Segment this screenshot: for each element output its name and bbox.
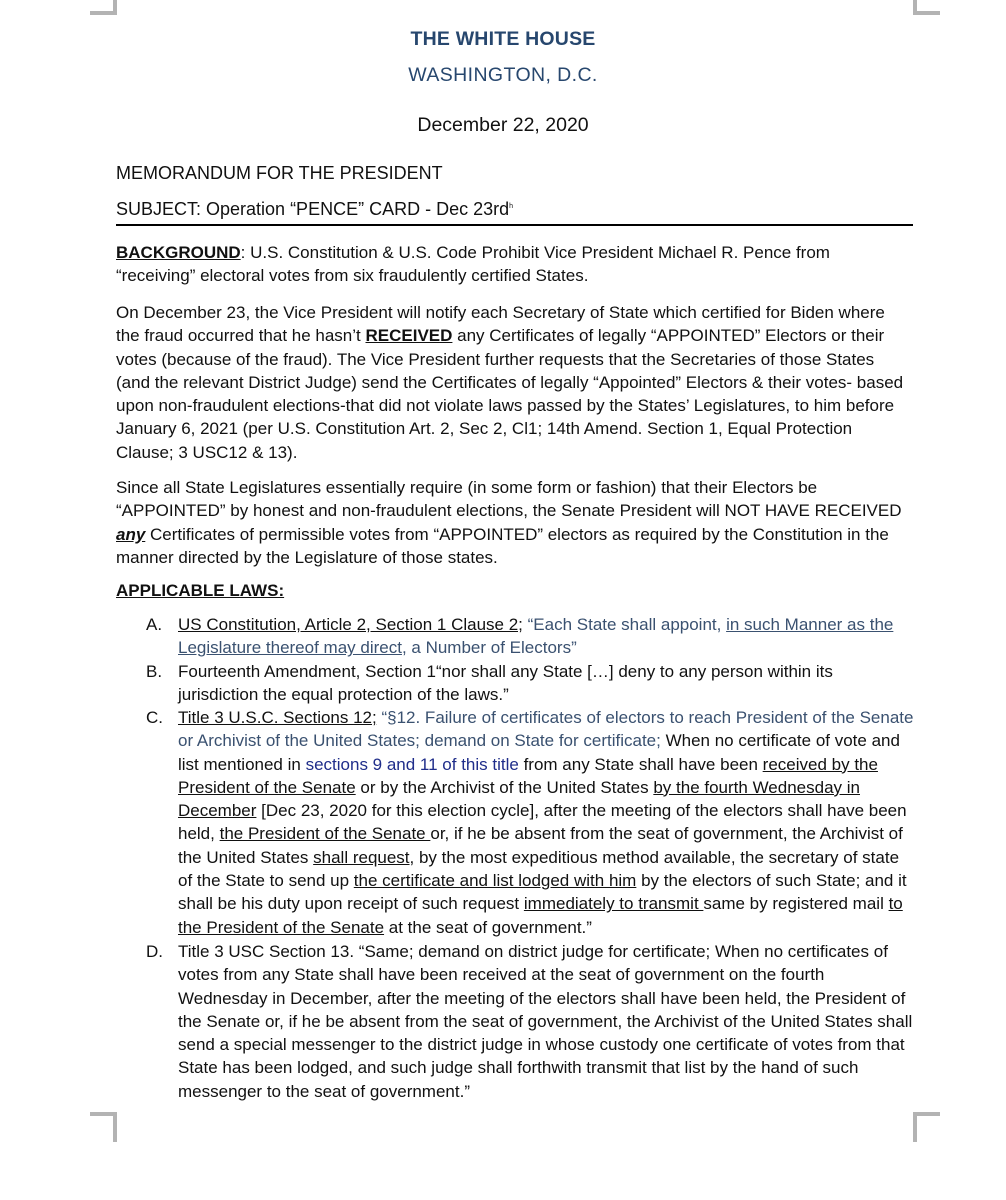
law-text: When no certificate of vote and list mentioned in bbox=[178, 731, 900, 774]
crop-mark-bottom-left bbox=[90, 1112, 117, 1142]
background-text: : U.S. Constitution & U.S. Code Prohibit Vice President Michael R. Pence from “receiving” electoral votes from six fraudulently certified States. bbox=[116, 243, 830, 286]
law-quote-end: , a Number of Electors” bbox=[401, 638, 577, 658]
law-underlined: to the President of the Senate bbox=[178, 894, 903, 937]
law-underlined: the certificate and list lodged with him bbox=[353, 871, 637, 891]
subject-text: SUBJECT: Operation “PENCE” CARD - Dec 23rd bbox=[116, 199, 510, 219]
law-text: from any State shall have been bbox=[518, 754, 763, 774]
law-text: same by registered mail bbox=[703, 894, 889, 914]
law-underlined: immediately to transmit bbox=[523, 894, 704, 914]
law-underlined: the President of the Senate bbox=[219, 824, 431, 844]
legislatures-text-1: Since all State Legislatures essentially require (in some form or fashion) that their Electors be “APPOINTED” by honest and non-fraudulent elections, the Senate President will NOT HAVE RECEIVED bbox=[116, 478, 902, 521]
law-letter: D. bbox=[146, 942, 163, 961]
subject-superscript: h bbox=[509, 203, 514, 210]
law-underlined: shall request bbox=[313, 847, 410, 867]
applicable-laws-heading: APPLICABLE LAWS: bbox=[116, 581, 285, 600]
law-citation: Title 3 U.S.C. Sections 12; bbox=[178, 708, 377, 727]
law-text: or by the Archivist of the United States bbox=[355, 777, 654, 797]
legislatures-paragraph bbox=[116, 476, 911, 569]
law-body: Fourteenth Amendment, Section 1“nor shall any State […] deny to any person within its jurisdiction the equal protection of the laws.” bbox=[178, 662, 833, 705]
law-text: at the seat of government.” bbox=[384, 917, 592, 937]
law-item-a bbox=[146, 613, 914, 660]
notify-paragraph bbox=[116, 301, 911, 464]
memo-subject-line bbox=[116, 199, 513, 220]
law-letter: B. bbox=[146, 662, 163, 681]
background-paragraph bbox=[116, 241, 911, 288]
law-item-b bbox=[146, 660, 914, 707]
crop-mark-bottom-right bbox=[913, 1112, 940, 1142]
law-text: or, if he be absent from the seat of government, the Archivist of the United States bbox=[178, 824, 903, 867]
any-emphasis: any bbox=[116, 524, 146, 544]
letterhead-title: THE WHITE HOUSE bbox=[410, 28, 596, 50]
law-quote-underlined: in such Manner as the Legislature thereof may direct bbox=[178, 615, 894, 658]
subject-divider bbox=[116, 224, 913, 226]
law-citation: US Constitution, Article 2, Section 1 Clause 2; bbox=[178, 615, 523, 634]
law-body bbox=[178, 613, 914, 660]
memo-for-line: MEMORANDUM FOR THE PRESIDENT bbox=[116, 163, 443, 183]
law-text: , by the most expeditious method available, the secretary of state of the State to send up bbox=[178, 847, 900, 891]
law-text: by the electors of such State; and it shall be his duty upon receipt of such request bbox=[178, 871, 907, 914]
memo-date: December 22, 2020 bbox=[417, 114, 589, 136]
law-item-c bbox=[146, 706, 914, 939]
law-item-d bbox=[146, 940, 914, 1103]
sections-link[interactable]: sections 9 and 11 of this title bbox=[305, 754, 519, 774]
received-emphasis: RECEIVED bbox=[365, 326, 453, 346]
law-heading-quote: “§12. Failure of certificates of electors to reach President of the Senate or Archivist of the United States; demand on State for certificate; bbox=[178, 708, 914, 751]
law-body: Title 3 USC Section 13. “Same; demand on district judge for certificate; When no certificates of votes from any State shall have been received at the seat of government on the fourth Wednesday in December, after the meeting of the electors shall have been held, the President of the Senate or, if he be absent from the seat of government, the Archivist of the United States shall send a special messenger to the district judge in whose custody one certificate of votes from that State has been lodged, and such judge shall forthwith transmit that list by the hand of such messenger to the seat of government.” bbox=[178, 942, 913, 1101]
law-letter: A. bbox=[146, 615, 163, 634]
law-quote-start: “Each State shall appoint, bbox=[522, 615, 727, 634]
notify-text-1: On December 23, the Vice President will notify each Secretary of State which certified for Biden where the fraud occurred that he hasn’t bbox=[116, 303, 885, 346]
notify-text-2: any Certificates of legally “APPOINTED” Electors or their votes (because of the fraud). The Vice President further requests that the Secretaries of those States (and the relevant District Judge) send the Certificates of legally “Appointed” Electors & their votes- based upon non-fraudulent elections-that did not violate laws passed by the States’ Legislatures, to him before January 6, 2021 (per U.S. Constitution Art. 2, Sec 2, Cl1; 14th Amend. Section 1, Equal Protection Clause; 3 USC12 & 13). bbox=[116, 326, 904, 462]
law-body bbox=[178, 706, 914, 939]
background-label: BACKGROUND bbox=[116, 243, 241, 262]
law-letter: C. bbox=[146, 708, 163, 727]
law-underlined: by the fourth Wednesday in December bbox=[178, 777, 860, 821]
letterhead-location: WASHINGTON, D.C. bbox=[408, 64, 598, 86]
crop-mark-top-left bbox=[90, 0, 117, 15]
law-underlined: received by the President of the Senate bbox=[178, 754, 878, 797]
crop-mark-top-right bbox=[913, 0, 940, 15]
legislatures-text-2: Certificates of permissible votes from “APPOINTED” electors as required by the Constitution in the manner directed by the Legislature of those states. bbox=[116, 524, 889, 567]
law-text: [Dec 23, 2020 for this election cycle], after the meeting of the electors shall have been held, bbox=[178, 801, 907, 844]
